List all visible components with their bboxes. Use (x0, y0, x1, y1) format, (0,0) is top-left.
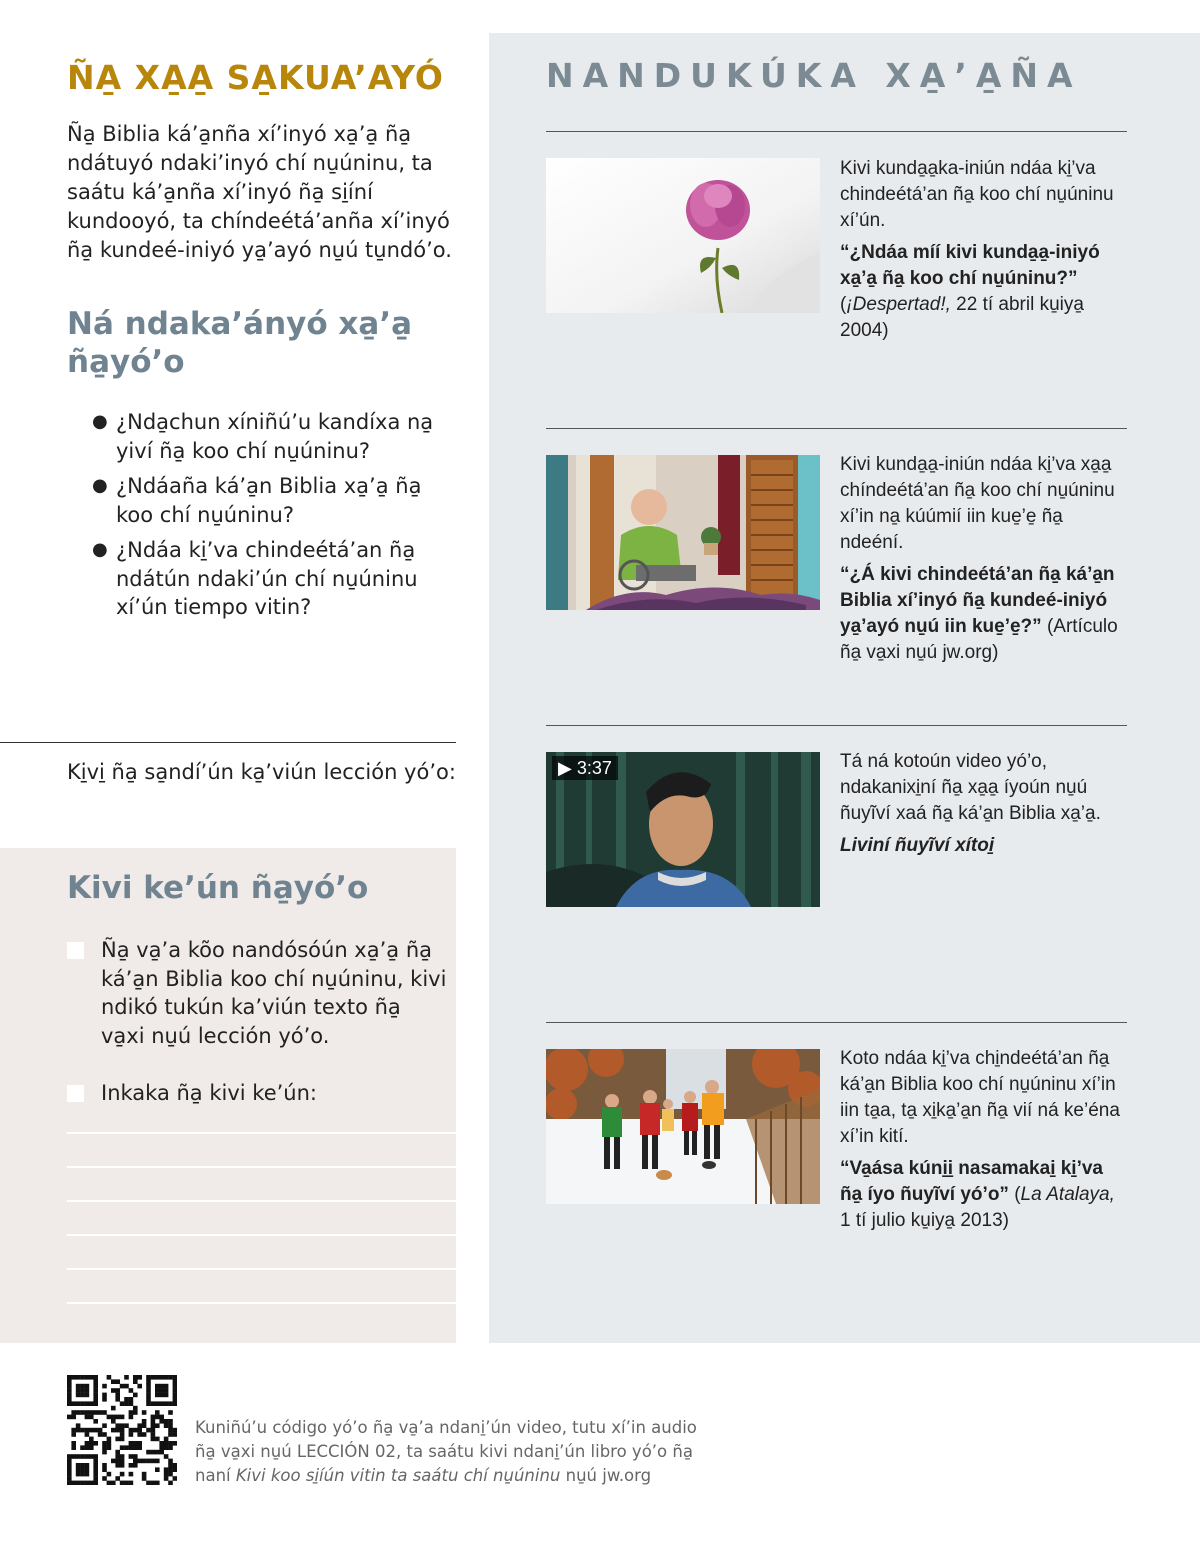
task-text: Inkaka ña̱ kivi ke’ún: (101, 1081, 317, 1105)
flower-image[interactable] (546, 158, 820, 313)
writing-line[interactable] (67, 1302, 456, 1304)
writing-line[interactable] (67, 1132, 456, 1134)
review-question: ● ¿Ndáaña ká’a̱n Biblia xa̱’a̱ ña̱ koo chí nu̱úninu? (92, 474, 422, 527)
summary-text: Ña̱ Biblia ká’a̱nña xí’inyó xa̱’a̱ ña̱ ndátuyó ndaki’inyó chí nu̱úninu, ta saátu ká’a̱nña xí’inyó ña̱ si̱íní kundooyó, ta chíndeétá’anña xí’inyó ña̱ kundeé-iniyó ya̱’ayó nu̱ú tu̱ndó’o. (67, 122, 452, 262)
video-link[interactable]: Liviní ñuyĩví xítoi̱ (840, 835, 995, 856)
man-in-wheelchair-image[interactable] (546, 455, 820, 610)
try-it-title: Kivi ke’ún ña̱yó’o (67, 870, 369, 906)
article-link[interactable]: “Va̱ása kúni̱i̱ nasamakai̱ ki̱’va ña̱ íyo ñuyĩví yó’o” (La Atalaya, 1 tí julio ku̱iya̱ 2013) (840, 1158, 1115, 1231)
bullet-icon: ● (92, 539, 108, 560)
item-divider (546, 725, 1127, 726)
resource-card (840, 749, 1125, 859)
review-title: Ná ndaka’ányó xa̱’a̱ ña̱yó’o (67, 306, 413, 380)
task-item (67, 1079, 447, 1108)
card-description: Kivi kunda̱a̱-iniún ndáa ki̱’va xa̱a̱ chíndeétá’an ña̱ koo chí nu̱úninu xí’in na̱ kúúmií iin kue̱’e̱ ña̱ ndeéní. (840, 454, 1115, 553)
footer-text: Kuniñú’u código yó’o ña̱ va̱’a ndani̱’ún video, tutu xí’in audio ña̱ va̱xi nu̱ú LECCIÓN 02, ta saátu kivi ndani̱’ún libro yó’o ña̱ naní Kivi koo si̱íún vitin ta saátu chí nu̱úninu nu̱ú jw.org (195, 1418, 697, 1485)
card-description: Kivi kunda̱a̱ka-iniún ndáa ki̱’va chindeétá’an ña̱ koo chí nu̱úninu xí’ún. (840, 158, 1114, 231)
card-description: Koto ndáa ki̱’va chi̱ndeétá’an ña̱ ká’a̱n Biblia koo chí nu̱úninu xí’in iin ta̱a, ta̱ xi̱ka̱’a̱n ña̱ vií ná ke’éna xí’in kití. (840, 1048, 1120, 1147)
writing-line[interactable] (67, 1166, 456, 1168)
video-thumbnail[interactable] (546, 752, 820, 907)
bullet-icon: ● (92, 411, 108, 432)
review-question: ● ¿Nda̱chun xíniñú’u kandíxa na̱ yiví ña̱ koo chí nu̱úninu? (92, 410, 434, 463)
explore-title: NANDUKÚKA XA̱’A̱ÑA (546, 56, 1082, 95)
article-link[interactable]: “¿Ndáa míí kivi kunda̱a̱-iniyó xa̱’a̱ ña̱ koo chí nu̱úninu?” (¡Despertad!, 22 tí abril ku̱iya̱ 2004) (840, 242, 1100, 341)
resource-card (840, 452, 1125, 666)
item-divider (546, 428, 1127, 429)
qr-code-icon[interactable] (67, 1375, 177, 1485)
card-description: Tá ná kotoún video yó’o, ndakanixi̱ní ña̱ xa̱a̱ íyoún nu̱ú ñuyĩví xaá ña̱ ká’a̱n Biblia xa̱’a̱. (840, 751, 1101, 824)
article-link[interactable]: “¿Á kivi chindeétá’an ña̱ ká’a̱n Biblia xí’inyó ña̱ kundeé-iniyó ya̱’ayó nu̱ú iin kue̱’e̱?” (Artículo ña̱ va̱xi nu̱ú jw.org) (840, 564, 1118, 663)
checkbox[interactable] (67, 1085, 84, 1102)
task-item (67, 936, 447, 1050)
bullet-icon: ● (92, 475, 108, 496)
review-questions (92, 408, 452, 629)
writing-line[interactable] (67, 1200, 456, 1202)
writing-line[interactable] (67, 1234, 456, 1236)
summary-title: ÑA̱ XA̱A̱ SA̱KUA’AYÓ (67, 58, 444, 97)
resource-card (840, 156, 1125, 344)
item-divider (546, 131, 1127, 132)
family-walking-snow-image[interactable] (546, 1049, 820, 1204)
item-divider (546, 1022, 1127, 1023)
video-duration-badge: ▶ 3:37 (552, 756, 618, 780)
writing-line[interactable] (67, 1268, 456, 1270)
review-question: ● ¿Ndáa ki̱’va chindeétá’an ña̱ ndátún ndaki’ún chí nu̱úninu xí’ún tiempo vitin? (92, 538, 418, 619)
section-divider (0, 742, 456, 743)
completion-date-label: Ki̱vi̱ ña̱ sa̱ndí’ún ka̱’viún lección yó’o: (67, 760, 456, 784)
checkbox[interactable] (67, 942, 84, 959)
task-text: Ña̱ va̱’a kõo nandósóún xa̱’a̱ ña̱ ká’a̱n Biblia koo chí nu̱úninu, kivi ndikó tukún ka’viún texto ña̱ va̱xi nu̱ú lección yó’o. (101, 938, 447, 1048)
resource-card (840, 1046, 1125, 1234)
video-duration: 3:37 (576, 758, 612, 778)
